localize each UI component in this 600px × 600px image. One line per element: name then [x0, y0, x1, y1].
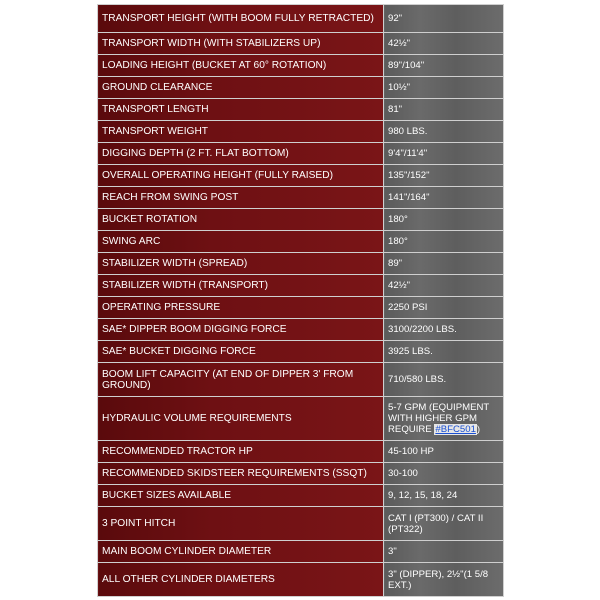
spec-value: 9, 12, 15, 18, 24 — [384, 485, 504, 507]
spec-label: DIGGING DEPTH (2 FT. FLAT BOTTOM) — [98, 143, 384, 165]
spec-value: 81" — [384, 99, 504, 121]
spec-value: 92" — [384, 5, 504, 33]
table-row — [98, 541, 504, 563]
spec-value: 30-100 — [384, 463, 504, 485]
spec-value: 980 LBS. — [384, 121, 504, 143]
spec-value: 180° — [384, 209, 504, 231]
spec-value: 3" — [384, 541, 504, 563]
spec-label: SWING ARC — [98, 231, 384, 253]
spec-label: RECOMMENDED TRACTOR HP — [98, 441, 384, 463]
table-row — [98, 33, 504, 55]
spec-value: 89" — [384, 253, 504, 275]
spec-value-suffix: ) — [476, 424, 481, 435]
table-row — [98, 77, 504, 99]
spec-label: OVERALL OPERATING HEIGHT (FULLY RAISED) — [98, 165, 384, 187]
bfc501-link[interactable]: #BFC501 — [435, 424, 476, 435]
table-row — [98, 187, 504, 209]
spec-value: 710/580 LBS. — [384, 363, 504, 397]
table-row — [98, 319, 504, 341]
spec-value: 9'4"/11'4" — [384, 143, 504, 165]
spec-label: TRANSPORT HEIGHT (WITH BOOM FULLY RETRACTED) — [98, 5, 384, 33]
spec-label: RECOMMENDED SKIDSTEER REQUIREMENTS (SSQT) — [98, 463, 384, 485]
spec-value: 3100/2200 LBS. — [384, 319, 504, 341]
spec-value: 2250 PSI — [384, 297, 504, 319]
table-row — [98, 507, 504, 541]
spec-value: 42½" — [384, 275, 504, 297]
table-row — [98, 5, 504, 33]
spec-value: 3925 LBS. — [384, 341, 504, 363]
spec-value — [384, 397, 504, 441]
spec-label: BUCKET SIZES AVAILABLE — [98, 485, 384, 507]
spec-value: 141"/164" — [384, 187, 504, 209]
spec-label: BUCKET ROTATION — [98, 209, 384, 231]
spec-value: 10½" — [384, 77, 504, 99]
spec-label: BOOM LIFT CAPACITY (AT END OF DIPPER 3' FROM GROUND) — [98, 363, 384, 397]
spec-label: SAE* BUCKET DIGGING FORCE — [98, 341, 384, 363]
spec-label: SAE* DIPPER BOOM DIGGING FORCE — [98, 319, 384, 341]
spec-label: REACH FROM SWING POST — [98, 187, 384, 209]
spec-label: ALL OTHER CYLINDER DIAMETERS — [98, 563, 384, 597]
table-row — [98, 275, 504, 297]
table-row — [98, 253, 504, 275]
spec-label: GROUND CLEARANCE — [98, 77, 384, 99]
table-row — [98, 397, 504, 441]
table-row — [98, 55, 504, 77]
spec-value: 135"/152" — [384, 165, 504, 187]
table-row — [98, 121, 504, 143]
spec-value: CAT I (PT300) / CAT II (PT322) — [384, 507, 504, 541]
spec-value-text: 5-7 GPM (EQUIPMENT WITH HIGHER GPM REQUIRE — [388, 402, 490, 435]
spec-label: HYDRAULIC VOLUME REQUIREMENTS — [98, 397, 384, 441]
spec-value: 3" (DIPPER), 2½"(1 5/8 EXT.) — [384, 563, 504, 597]
table-row — [98, 463, 504, 485]
table-row — [98, 297, 504, 319]
spec-label: 3 POINT HITCH — [98, 507, 384, 541]
spec-label: STABILIZER WIDTH (SPREAD) — [98, 253, 384, 275]
spec-value: 42½" — [384, 33, 504, 55]
table-row — [98, 485, 504, 507]
spec-label: TRANSPORT WIDTH (WITH STABILIZERS UP) — [98, 33, 384, 55]
spec-value: 89"/104" — [384, 55, 504, 77]
spec-label: OPERATING PRESSURE — [98, 297, 384, 319]
spec-value: 45-100 HP — [384, 441, 504, 463]
spec-label: TRANSPORT LENGTH — [98, 99, 384, 121]
spec-label: STABILIZER WIDTH (TRANSPORT) — [98, 275, 384, 297]
table-row — [98, 231, 504, 253]
specifications-table — [97, 4, 504, 597]
table-row — [98, 441, 504, 463]
spec-label: TRANSPORT WEIGHT — [98, 121, 384, 143]
spec-value: 180° — [384, 231, 504, 253]
table-row — [98, 165, 504, 187]
table-row — [98, 341, 504, 363]
spec-label: MAIN BOOM CYLINDER DIAMETER — [98, 541, 384, 563]
table-row — [98, 563, 504, 597]
spec-label: LOADING HEIGHT (BUCKET AT 60° ROTATION) — [98, 55, 384, 77]
table-row — [98, 99, 504, 121]
table-row — [98, 143, 504, 165]
table-row — [98, 209, 504, 231]
table-row — [98, 363, 504, 397]
